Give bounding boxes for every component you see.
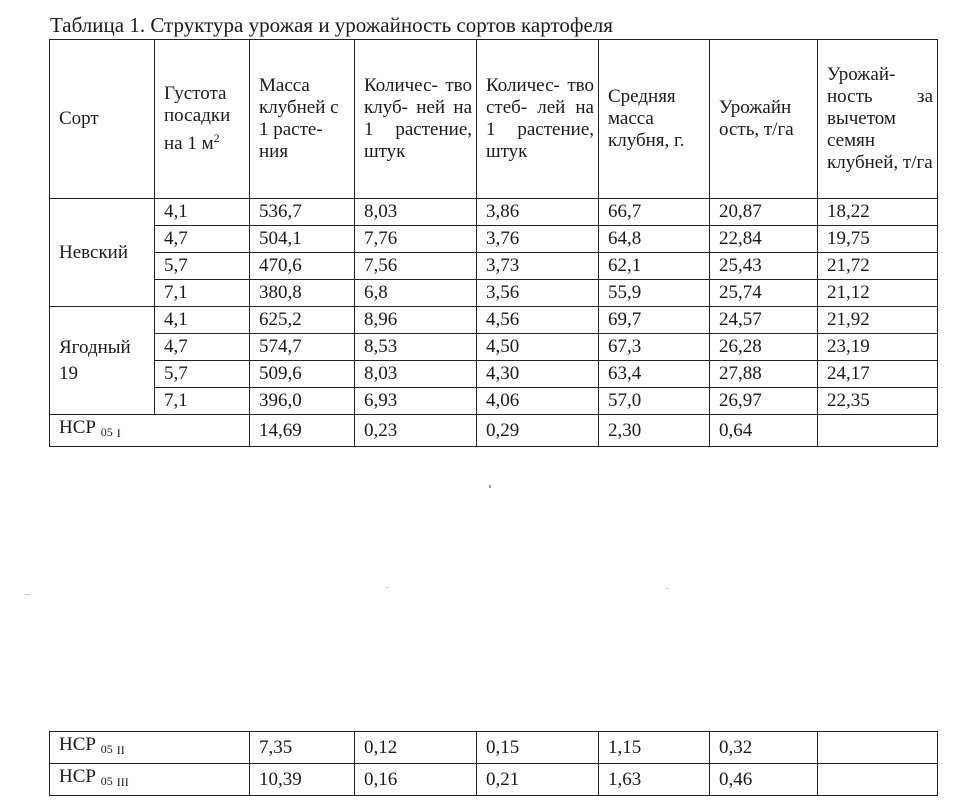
cell-yield-net: 24,17 [818,361,938,388]
cell-avg-mass: 1,15 [599,732,710,764]
cell-mass: 10,39 [250,764,355,796]
table-row [50,199,938,226]
cell-density: 5,7 [155,361,250,388]
cell-yield-net: 21,72 [818,253,938,280]
cell-yield: 27,88 [710,361,818,388]
cell-stems: 0,29 [477,415,599,447]
cell-avg-mass: 66,7 [599,199,710,226]
cell-stems: 3,56 [477,280,599,307]
scan-speck [24,594,30,595]
cell-density: 4,7 [155,334,250,361]
header-mass: Масса клубней с 1 расте- ния [250,40,355,199]
cell-yield: 20,87 [710,199,818,226]
cell-mass: 509,6 [250,361,355,388]
scan-speck [489,485,491,488]
cell-yield-net: 19,75 [818,226,938,253]
nsr-label: НСР $_{05}$ $_I$ [50,415,250,447]
table-row [50,307,938,334]
cell-stems: 3,86 [477,199,599,226]
cell-yield: 24,57 [710,307,818,334]
cell-stems: 3,73 [477,253,599,280]
cell-tubers: 8,96 [355,307,477,334]
cell-stems: 4,06 [477,388,599,415]
header-stems-count: Количес- тво стеб- лей на 1 растение, штук [477,40,599,199]
cell-mass: 14,69 [250,415,355,447]
cell-yield-net [818,764,938,796]
cell-tubers: 7,76 [355,226,477,253]
header-density: Густота посадки на 1 $м^2$ [155,40,250,199]
cell-mass: 470,6 [250,253,355,280]
variety-name: Ягодный 19 [50,307,155,415]
cell-tubers: 8,03 [355,199,477,226]
nsr-row [50,415,938,447]
cell-yield: 22,84 [710,226,818,253]
cell-yield-net: 18,22 [818,199,938,226]
cell-mass: 536,7 [250,199,355,226]
table-row [50,226,938,253]
cell-mass: 7,35 [250,732,355,764]
cell-avg-mass: 69,7 [599,307,710,334]
cell-avg-mass: 57,0 [599,388,710,415]
table-row [50,280,938,307]
cell-tubers: 6,8 [355,280,477,307]
cell-density: 7,1 [155,280,250,307]
nsr-row [50,764,938,796]
table-row [50,361,938,388]
cell-yield-net [818,732,938,764]
cell-avg-mass: 62,1 [599,253,710,280]
cell-mass: 380,8 [250,280,355,307]
cell-stems: 4,30 [477,361,599,388]
cell-density: 5,7 [155,253,250,280]
header-tubers-count: Количес- тво клуб- ней на 1 растение, штук [355,40,477,199]
nsr-label: НСР $_{05}$ $_{III}$ [50,764,250,796]
cell-mass: 504,1 [250,226,355,253]
cell-yield-net [818,415,938,447]
cell-avg-mass: 63,4 [599,361,710,388]
nsr-table [49,731,938,796]
crop-structure-table [49,39,938,447]
cell-avg-mass: 64,8 [599,226,710,253]
header-yield: Урожайн ость, т/га [710,40,818,199]
table-row [50,334,938,361]
cell-avg-mass: 55,9 [599,280,710,307]
cell-yield: 0,64 [710,415,818,447]
cell-mass: 396,0 [250,388,355,415]
cell-tubers: 7,56 [355,253,477,280]
cell-density: 4,1 [155,199,250,226]
cell-yield-net: 21,12 [818,280,938,307]
cell-stems: 0,15 [477,732,599,764]
cell-yield-net: 23,19 [818,334,938,361]
cell-yield-net: 21,92 [818,307,938,334]
header-avg-mass: Средняя масса клубня, г. [599,40,710,199]
variety-name: Невский [50,199,155,307]
cell-avg-mass: 1,63 [599,764,710,796]
cell-mass: 625,2 [250,307,355,334]
cell-avg-mass: 2,30 [599,415,710,447]
scan-speck [666,588,669,589]
nsr-row [50,732,938,764]
cell-density: 7,1 [155,388,250,415]
cell-yield: 25,74 [710,280,818,307]
cell-tubers: 0,23 [355,415,477,447]
cell-yield: 0,46 [710,764,818,796]
cell-density: 4,7 [155,226,250,253]
cell-avg-mass: 67,3 [599,334,710,361]
cell-tubers: 8,53 [355,334,477,361]
cell-density: 4,1 [155,307,250,334]
table-title: Таблица 1. Структура урожая и урожайность сортов картофеля [50,13,613,37]
cell-tubers: 8,03 [355,361,477,388]
cell-tubers: 6,93 [355,388,477,415]
cell-yield: 0,32 [710,732,818,764]
cell-tubers: 0,12 [355,732,477,764]
cell-stems: 4,56 [477,307,599,334]
cell-stems: 3,76 [477,226,599,253]
cell-stems: 4,50 [477,334,599,361]
cell-yield: 26,28 [710,334,818,361]
header-row [50,40,938,199]
cell-yield-net: 22,35 [818,388,938,415]
cell-mass: 574,7 [250,334,355,361]
cell-tubers: 0,16 [355,764,477,796]
cell-yield: 26,97 [710,388,818,415]
table-row [50,388,938,415]
scan-speck [386,587,389,588]
table-row [50,253,938,280]
header-sort: Сорт [50,40,155,199]
cell-yield: 25,43 [710,253,818,280]
header-yield-net: Урожай- ность за вычетом семян клубней, т/га [818,40,938,199]
cell-stems: 0,21 [477,764,599,796]
nsr-label: НСР $_{05}$ $_{II}$ [50,732,250,764]
